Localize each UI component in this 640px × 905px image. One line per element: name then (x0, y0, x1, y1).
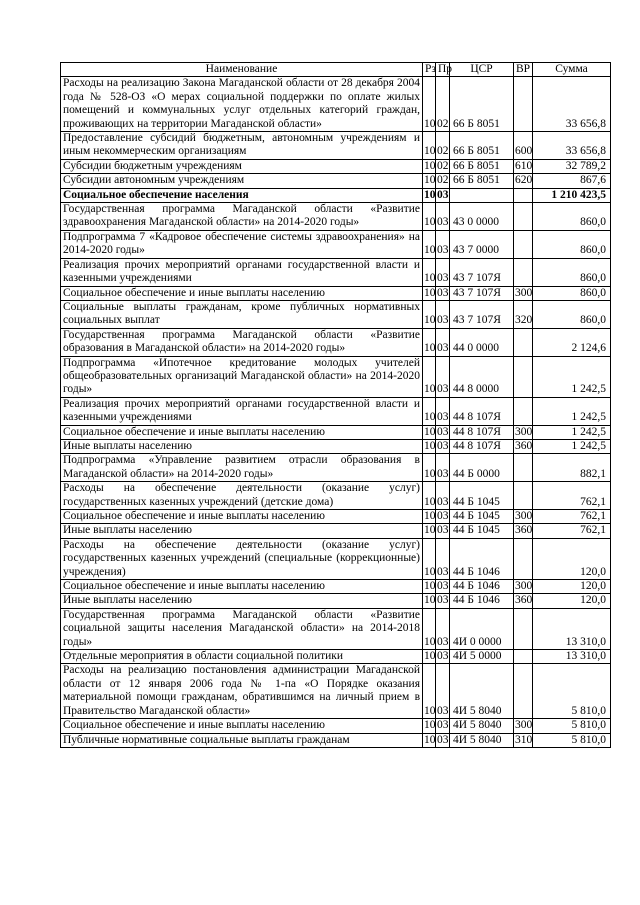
row-name: Социальное обеспечение и иные выплаты населению (61, 510, 423, 524)
table-row (61, 188, 611, 202)
table-row (61, 439, 611, 453)
table-row (61, 510, 611, 524)
row-csr: 44 8 107Я (450, 439, 514, 453)
row-name: Иные выплаты населению (61, 524, 423, 538)
row-csr: 44 Б 1045 (450, 482, 514, 510)
row-rz: 10 (424, 439, 436, 452)
row-vr (514, 203, 533, 231)
row-rz: 10 (423, 132, 436, 160)
row-csr: 44 Б 1045 (450, 510, 514, 524)
row-sum: 33 656,8 (533, 132, 611, 160)
row-sum: 33 656,8 (533, 77, 611, 132)
row-csr (450, 188, 514, 202)
row-vr (514, 188, 533, 202)
row-sum: 1 242,5 (533, 356, 611, 397)
table-row (61, 733, 611, 747)
row-csr: 66 Б 8051 (450, 159, 514, 173)
row-vr: 300 (515, 510, 533, 522)
row-pr: 03 (436, 203, 450, 231)
row-rz: 10 (423, 356, 436, 397)
row-rz: 10 (424, 580, 436, 593)
table-row (61, 425, 611, 439)
table-row (61, 482, 611, 510)
row-vr (514, 650, 533, 664)
row-name: Социальное обеспечение и иные выплаты населению (61, 425, 423, 439)
table-row (61, 580, 611, 594)
row-rz: 10 (423, 203, 436, 231)
row-pr: 03 (437, 510, 449, 522)
row-csr: 4И 5 8040 (450, 733, 514, 747)
row-vr (514, 230, 533, 258)
row-csr: 66 Б 8051 (450, 77, 514, 132)
row-csr: 66 Б 8051 (450, 174, 514, 188)
row-rz: 10 (423, 328, 436, 356)
row-vr (514, 482, 533, 510)
row-vr: 360 (515, 594, 533, 607)
row-pr: 03 (437, 580, 449, 593)
row-sum: 860,0 (533, 258, 611, 286)
table-row (61, 397, 611, 425)
row-name: Подпрограмма «Управление развитием отрасли образования в Магаданской области» на 2014-2020 годы» (61, 454, 423, 482)
row-vr (514, 454, 533, 482)
row-sum: 762,1 (533, 510, 611, 524)
row-vr (514, 77, 533, 132)
row-rz: 10 (423, 482, 436, 510)
row-sum: 1 242,5 (533, 397, 611, 425)
row-pr: 02 (437, 159, 449, 172)
row-name: Публичные нормативные социальные выплаты гражданам (61, 733, 423, 747)
table-row (61, 538, 611, 579)
row-csr: 66 Б 8051 (450, 132, 514, 160)
row-rz: 10 (424, 188, 436, 201)
row-name: Иные выплаты населению (61, 439, 423, 453)
table-row (61, 328, 611, 356)
table-row (61, 286, 611, 300)
row-name: Расходы на обеспечение деятельности (оказание услуг) государственных казенных учреждений (специальные (коррекционные) учреждения) (61, 538, 423, 579)
row-name: Расходы на реализацию Закона Магаданской области от 28 декабря 2004 года № 528-ОЗ «О мерах социальной поддержки по оплате жилых помещений и коммунальных услуг отдельных категорий граждан, проживающих на территории Магаданской области» (61, 77, 423, 132)
row-pr: 02 (436, 77, 450, 132)
row-pr: 03 (437, 594, 449, 607)
row-name: Реализация прочих мероприятий органами государственной власти и казенными учреждениями (61, 397, 423, 425)
row-csr: 44 Б 1046 (450, 580, 514, 594)
row-rz: 10 (423, 538, 436, 579)
table-row (61, 203, 611, 231)
row-rz: 10 (423, 258, 436, 286)
row-vr (514, 397, 533, 425)
row-vr: 360 (515, 439, 533, 452)
row-pr: 03 (436, 538, 450, 579)
table-row (61, 594, 611, 608)
row-vr (514, 258, 533, 286)
row-pr: 03 (436, 397, 450, 425)
row-vr: 300 (515, 719, 533, 732)
row-pr: 03 (437, 425, 449, 438)
row-sum: 882,1 (533, 454, 611, 482)
row-rz: 10 (423, 608, 436, 649)
row-sum: 2 124,6 (533, 328, 611, 356)
row-vr (514, 328, 533, 356)
row-name: Отдельные мероприятия в области социальной политики (61, 650, 423, 664)
row-name: Субсидии автономным учреждениям (61, 174, 423, 188)
row-pr: 03 (436, 230, 450, 258)
row-rz: 10 (423, 77, 436, 132)
row-csr: 44 0 0000 (450, 328, 514, 356)
row-csr: 44 8 107Я (450, 397, 514, 425)
row-csr: 44 8 107Я (450, 425, 514, 439)
header-sum: Сумма (533, 63, 611, 77)
row-sum: 1 242,5 (533, 439, 611, 453)
row-name: Социальное обеспечение и иные выплаты населению (61, 580, 423, 594)
row-pr: 03 (436, 454, 450, 482)
row-rz: 10 (424, 733, 436, 746)
table-row (61, 719, 611, 733)
row-name: Расходы на обеспечение деятельности (оказание услуг) государственных казенных учреждений (детские дома) (61, 482, 423, 510)
row-vr: 610 (515, 159, 533, 172)
row-sum: 5 810,0 (533, 733, 611, 747)
row-pr: 03 (437, 650, 449, 663)
row-sum: 762,1 (533, 482, 611, 510)
row-rz: 10 (424, 425, 436, 438)
row-rz: 10 (423, 397, 436, 425)
row-sum: 1 210 423,5 (533, 188, 611, 202)
row-rz: 10 (423, 230, 436, 258)
table-row (61, 132, 611, 160)
table-row (61, 650, 611, 664)
row-csr: 4И 5 0000 (450, 650, 514, 664)
row-csr: 43 7 0000 (450, 230, 514, 258)
row-vr (514, 608, 533, 649)
row-name: Социальное обеспечение и иные выплаты населению (61, 286, 423, 300)
row-name: Реализация прочих мероприятий органами государственной власти и казенными учреждениями (61, 258, 423, 286)
table-row (61, 77, 611, 132)
row-vr: 300 (515, 580, 533, 593)
row-rz: 10 (423, 454, 436, 482)
row-sum: 860,0 (533, 300, 611, 328)
row-rz: 10 (424, 510, 436, 522)
row-name: Социальные выплаты гражданам, кроме публичных нормативных социальных выплат (61, 300, 423, 328)
table-header-row (61, 63, 611, 77)
row-pr: 03 (437, 733, 449, 746)
table-row (61, 300, 611, 328)
row-vr (514, 664, 533, 719)
row-rz: 10 (424, 159, 436, 172)
header-vr: ВР (514, 63, 533, 77)
header-pr: Пр (436, 63, 450, 77)
row-vr (514, 356, 533, 397)
row-pr: 03 (436, 482, 450, 510)
row-name: Государственная программа Магаданской области «Развитие здравоохранения Магаданской области» на 2014-2020 годы» (61, 203, 423, 231)
table-row (61, 230, 611, 258)
row-csr: 4И 5 8040 (450, 719, 514, 733)
row-pr: 02 (436, 132, 450, 160)
row-sum: 32 789,2 (533, 159, 611, 173)
row-csr: 44 8 0000 (450, 356, 514, 397)
table-row (61, 608, 611, 649)
table-row (61, 524, 611, 538)
row-csr: 44 Б 1045 (450, 524, 514, 538)
row-csr: 44 Б 1046 (450, 594, 514, 608)
row-name: Расходы на реализацию постановления администрации Магаданской области от 12 января 2006 года № 1-па «О Порядке оказания материальной помощи гражданам, обратившимся на личный прием в Правительство Магаданской области» (61, 664, 423, 719)
table-row (61, 258, 611, 286)
budget-table-body (61, 77, 611, 748)
row-sum: 120,0 (533, 594, 611, 608)
row-name: Государственная программа Магаданской области «Развитие социальной защиты населения Магаданской области» на 2014-2018 годы» (61, 608, 423, 649)
row-pr: 02 (437, 174, 449, 187)
row-vr: 300 (515, 286, 533, 299)
row-sum: 5 810,0 (533, 719, 611, 733)
row-name: Государственная программа Магаданской области «Развитие образования в Магаданской области» на 2014-2020 годы» (61, 328, 423, 356)
row-pr: 03 (436, 328, 450, 356)
row-vr: 320 (514, 300, 533, 328)
row-name: Подпрограмма «Ипотечное кредитование молодых учителей общеобразовательных организаций Магаданской области» на 2014-2020 годы» (61, 356, 423, 397)
row-name: Социальное обеспечение и иные выплаты населению (61, 719, 423, 733)
table-row (61, 174, 611, 188)
row-vr: 360 (515, 524, 533, 537)
row-sum: 120,0 (533, 580, 611, 594)
row-csr: 4И 0 0000 (450, 608, 514, 649)
row-pr: 03 (436, 356, 450, 397)
row-rz: 10 (424, 594, 436, 607)
row-rz: 10 (424, 524, 436, 537)
row-pr: 03 (437, 524, 449, 537)
row-sum: 13 310,0 (533, 608, 611, 649)
row-pr: 03 (436, 300, 450, 328)
row-rz: 10 (424, 719, 436, 732)
row-name: Социальное обеспечение населения (61, 188, 423, 202)
row-rz: 10 (424, 286, 436, 299)
row-vr (514, 538, 533, 579)
row-csr: 43 7 107Я (450, 300, 514, 328)
row-pr: 03 (436, 664, 450, 719)
table-row (61, 159, 611, 173)
row-csr: 43 0 0000 (450, 203, 514, 231)
row-sum: 860,0 (533, 230, 611, 258)
row-vr: 310 (515, 733, 533, 746)
budget-page (60, 62, 610, 748)
budget-table (60, 62, 611, 748)
row-name: Предоставление субсидий бюджетным, автономным учреждениям и иным некоммерческим организациям (61, 132, 423, 160)
row-name: Субсидии бюджетным учреждениям (61, 159, 423, 173)
row-sum: 13 310,0 (533, 650, 611, 664)
row-rz: 10 (424, 650, 436, 663)
row-name: Иные выплаты населению (61, 594, 423, 608)
row-pr: 03 (436, 608, 450, 649)
header-rz: Рз (423, 63, 436, 77)
row-pr: 03 (437, 286, 449, 299)
row-csr: 44 Б 1046 (450, 538, 514, 579)
header-csr: ЦСР (450, 63, 514, 77)
row-rz: 10 (423, 664, 436, 719)
row-vr: 300 (515, 425, 533, 438)
table-row (61, 454, 611, 482)
row-sum: 5 810,0 (533, 664, 611, 719)
row-sum: 120,0 (533, 538, 611, 579)
row-csr: 4И 5 8040 (450, 664, 514, 719)
row-csr: 44 Б 0000 (450, 454, 514, 482)
row-sum: 762,1 (533, 524, 611, 538)
row-rz: 10 (424, 174, 436, 187)
row-pr: 03 (437, 439, 449, 452)
row-sum: 860,0 (533, 203, 611, 231)
row-name: Подпрограмма 7 «Кадровое обеспечение системы здравоохранения» на 2014-2020 годы» (61, 230, 423, 258)
row-pr: 03 (437, 188, 449, 201)
row-vr: 620 (515, 174, 533, 187)
header-name: Наименование (61, 63, 423, 77)
row-pr: 03 (437, 719, 449, 732)
table-row (61, 664, 611, 719)
row-rz: 10 (423, 300, 436, 328)
row-csr: 43 7 107Я (450, 286, 514, 300)
row-vr: 600 (514, 132, 533, 160)
table-row (61, 356, 611, 397)
row-csr: 43 7 107Я (450, 258, 514, 286)
row-pr: 03 (436, 258, 450, 286)
row-sum: 867,6 (533, 174, 611, 188)
row-sum: 860,0 (533, 286, 611, 300)
row-sum: 1 242,5 (533, 425, 611, 439)
